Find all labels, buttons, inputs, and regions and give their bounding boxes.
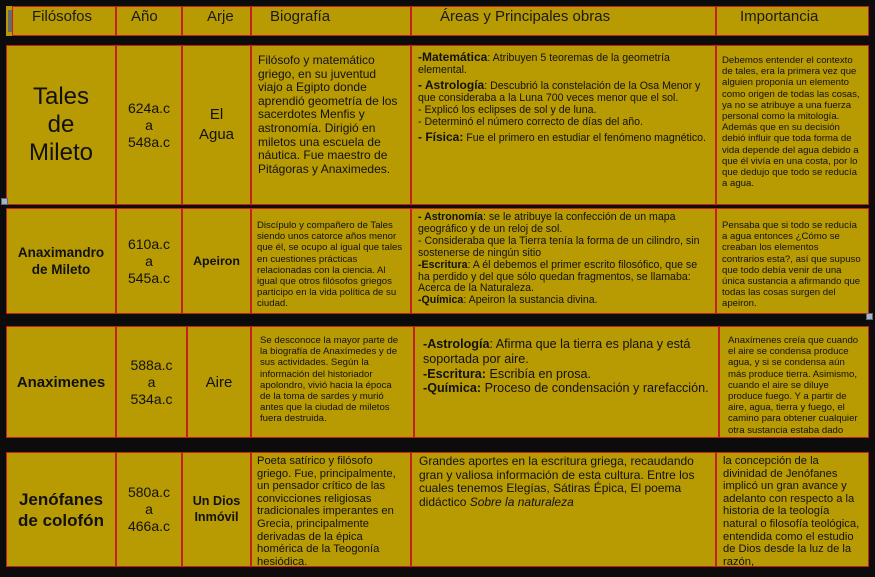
philosopher-areas [414, 326, 719, 438]
area-item: -Escritura: Escribía en prosa. [423, 366, 591, 381]
table-resize-handle[interactable] [866, 313, 873, 320]
area-item: - Consideraba que la Tierra tenía la forma de un cilindro, sin sostenerse de ningún sitio [418, 234, 700, 259]
philosopher-years: 580a.c a 466a.c [116, 452, 182, 567]
header-importancia[interactable]: Importancia [716, 6, 869, 36]
philosopher-arje: El Agua [182, 45, 251, 205]
area-item: -Química: Apeiron la sustancia divina. [418, 294, 598, 307]
philosopher-name: Anaximandro de Mileto [6, 208, 116, 314]
header-anio[interactable]: Año [116, 6, 182, 36]
header-arje[interactable]: Arje [182, 6, 251, 36]
philosopher-biography: Se desconoce la mayor parte de la biografía de Anaxímedes y de sus actividades. Según la información del historiador apolondro, vivió hacia la época de la toma de sardes y murió antes que la ciudad de miletos fuera destruida. [251, 326, 414, 438]
philosopher-biography: Discípulo y compañero de Tales siendo unos catorce años menor que él, se ocupo al igual que tales en cuestiones prácticas relacionadas con la ciencia. Al igual que otros filósofos griegos participo en la vida política de su ciudad. [251, 208, 411, 314]
area-item: - Física: Fue el primero en estudiar el fenómeno magnético. [418, 130, 706, 145]
philosopher-biography: Filósofo y matemático griego, en su juventud viajo a Egipto donde aprendió geometría de los sacerdotes Menfis y astronomía. Dirigió en miletos una escuela de náutica. Fue maestro de Pitágoras y Anaximedes. [251, 45, 411, 205]
philosopher-arje: Aire [187, 326, 251, 438]
header-filosofos[interactable]: Filósofos [12, 6, 116, 36]
area-item: -Química: Proceso de condensación y rarefacción. [423, 381, 709, 396]
area-item: - Astronomía: se le atribuye la confección de un mapa geográfico y de un reloj de sol. [418, 211, 676, 235]
philosopher-years: 624a.c a 548a.c [116, 45, 182, 205]
philosopher-areas [411, 45, 716, 205]
area-item: -Matemática: Atribuyen 5 teoremas de la geometría elemental. [418, 50, 670, 76]
philosopher-importance: Anaxímenes creía que cuando el aire se condensa produce agua, y si se condensa aún más produce tierra. Asimismo, cuando el aire se diluye produce fuego. Y a partir de aire, agua, tierra y fuego, el camino para obtener cualquier otra sustancia estaba dado [719, 326, 869, 438]
philosopher-biography: Poeta satírico y filósofo griego. Fue, principalmente, un pensador crítico de las convicciones religiosas tradicionales imperantes en Grecia, principalmente derivadas de la épica homérica de la Teogonía hesiódica. [251, 452, 411, 567]
area-item: -Astrología: Afirma que la tierra es plana y está soportada por aire. [423, 337, 691, 366]
area-item: -Escritura: A él debemos el primer escrito filosófico, que se ha perdido y del que sólo quedan fragmentos, se llamaba: Acerca de la Naturaleza. [418, 258, 698, 295]
philosopher-importance: Debemos entender el contexto de tales, era la primera vez que alguien proponía un elemento como origen de todas las cosas, ya no se atribuye a una fuerza personal como la mitología. Además que en su decisión debió influir que toda forma de vida depende del agua debido a que él vivía en una costa, por lo que dedujo que todo se reducía a agua. [716, 45, 869, 205]
header-biografia[interactable]: Biografía [251, 6, 411, 36]
philosopher-name: Jenófanes de colofón [6, 452, 116, 567]
header-areas[interactable]: Áreas y Principales obras [411, 6, 716, 36]
philosopher-years: 610a.c a 545a.c [116, 208, 182, 314]
philosopher-arje: Apeiron [182, 208, 251, 314]
philosopher-areas: Grandes aportes en la escritura griega, recaudando gran y valiosa información de esta cultura. Entre los cuales tenemos Elegías, Sátiras Épica, El poema didáctico Sobre la naturaleza [411, 452, 716, 567]
philosopher-years: 588a.c a 534a.c [116, 326, 187, 438]
area-item: - Determinó el número correcto de días del año. [418, 115, 643, 128]
philosopher-name: Tales de Mileto [6, 45, 116, 205]
philosopher-arje: Un Dios Inmóvil [182, 452, 251, 567]
table-resize-handle[interactable] [1, 198, 8, 205]
area-item: - Astrología: Descubrió la constelación de la Osa Menor y que consideraba a la Luna 700 veces menor que el sol. [418, 77, 701, 104]
philosopher-name: Anaximenes [6, 326, 116, 438]
area-item: - Explicó los eclipses de sol y de luna. [418, 103, 597, 116]
philosopher-areas [411, 208, 716, 314]
philosopher-importance: Pensaba que si todo se reducía a agua entonces ¿Cómo se creaban los elementos contrarios esta?, así que supuso que todo debía venir de una única sustancia a afirmando que todas las cosas surgen del apeiron. [716, 208, 869, 314]
philosopher-importance: la concepción de la divinidad de Jenófanes implicó un gran avance y adelanto con respecto a la historia de la teología natural o filosofía teológica, entendida como el estudio de Dios desde la luz de la razón, [716, 452, 869, 567]
